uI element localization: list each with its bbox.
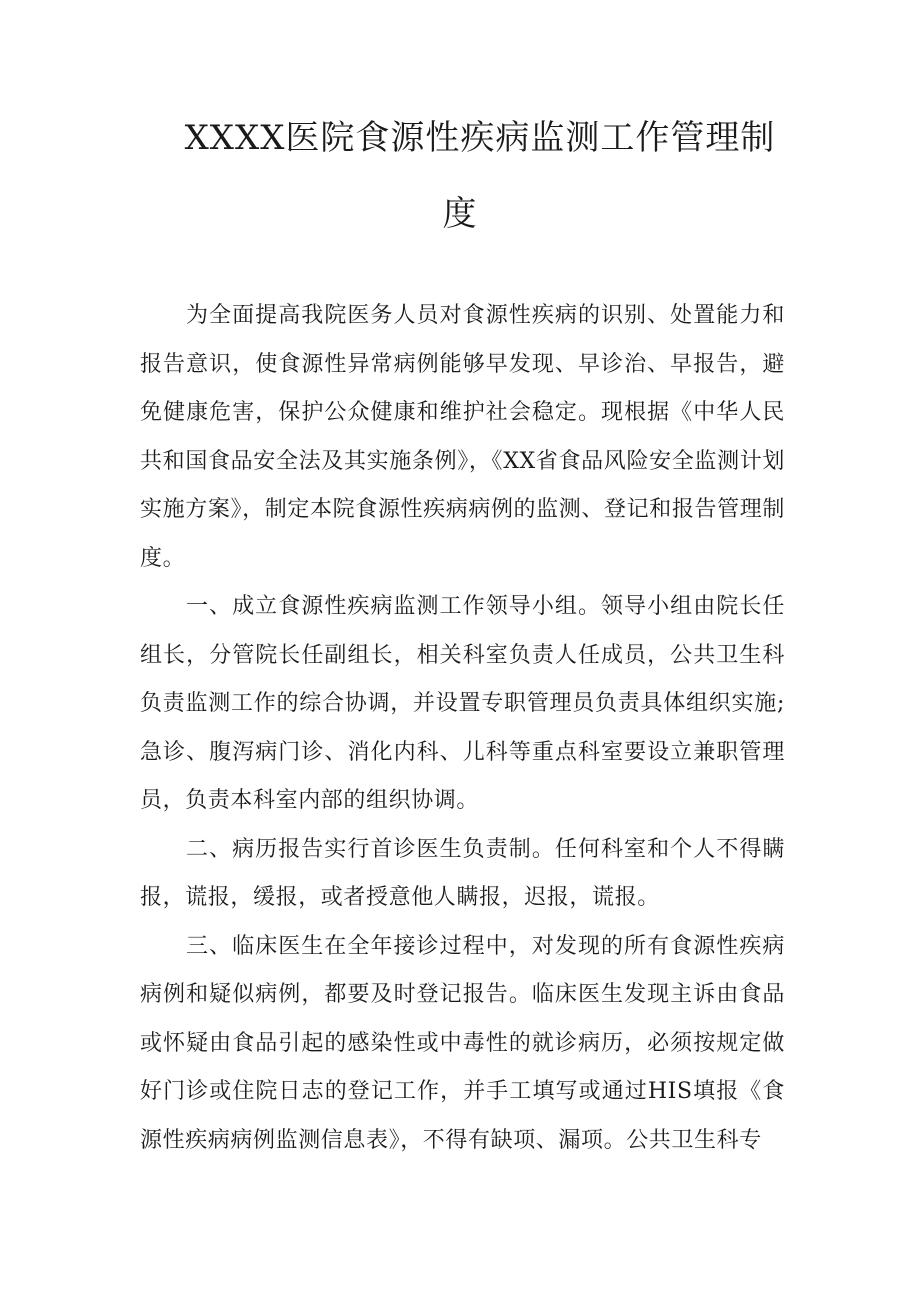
paragraph-section-1: 一、成立食源性疾病监测工作领导小组。领导小组由院长任组长，分管院长任副组长，相关科室负责人任成员，公共卫生科负责监测工作的综合协调，并设置专职管理员负责具体组织实施;急诊、腹泻病门诊、消化内科、儿科等重点科室要设立兼职管理员，负责本科室内部的组织协调。: [140, 594, 785, 813]
paragraph-section-3: 三、临床医生在全年接诊过程中，对发现的所有食源性疾病病例和疑似病例，都要及时登记报告。临床医生发现主诉由食品或怀疑由食品引起的感染性或中毒性的就诊病历，必须按规定做好门诊或住院日志的登记工作，并手工填写或通过HIS填报《食源性疾病病例监测信息表》，不得有缺项、漏项。公共卫生科专: [140, 933, 785, 1153]
paragraph-intro: 为全面提高我院医务人员对食源性疾病的识别、处置能力和报告意识，使食源性异常病例能够早发现、早诊治、早报告，避免健康危害，保护公众健康和维护社会稳定。现根据《中华人民共和国食品安全法及其实施条例》，《XX省食品风险安全监测计划实施方案》，制定本院食源性疾病病例的监测、登记和报告管理制度。: [140, 303, 785, 571]
document-title-line-1: XXXX医院食源性疾病监测工作管理制: [184, 118, 776, 158]
paragraph-section-2: 二、病历报告实行首诊医生负责制。任何科室和个人不得瞒报，谎报，缓报，或者授意他人瞒报，迟报，谎报。: [140, 836, 785, 910]
document-body: [140, 292, 785, 1165]
document-title-line-2: 度: [442, 194, 478, 234]
